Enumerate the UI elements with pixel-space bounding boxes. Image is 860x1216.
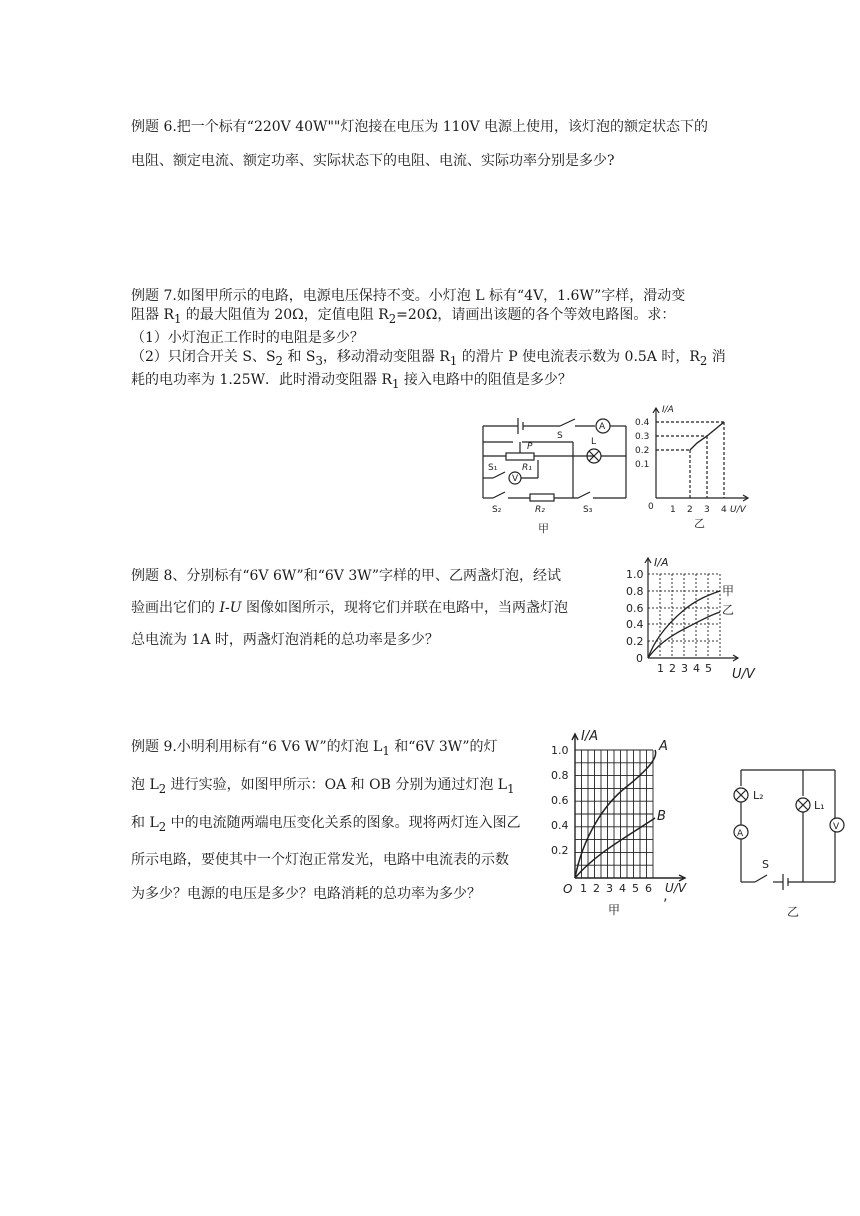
q7-sub: 1 bbox=[449, 353, 458, 368]
q8-graph-ytick: 0.4 bbox=[626, 618, 644, 631]
q9-text: 进行实验，如图甲所示：OA 和 OB 分别为通过灯泡 L bbox=[166, 776, 508, 793]
q9-graph-mark: ’ bbox=[663, 897, 668, 913]
q9-text: 中的电流随两端电压变化关系的图象。现将两灯连入图乙 bbox=[166, 814, 521, 831]
q7-text: 接入电路中的阻值是多少？ bbox=[399, 371, 572, 388]
q9-graph-xtick: 2 bbox=[593, 882, 600, 895]
q7-circuit-label-s1: S₁ bbox=[488, 463, 498, 473]
q8-text: 验画出它们的 bbox=[131, 600, 220, 616]
q7-graph-origin: 0 bbox=[648, 502, 654, 512]
q7-sub: 1 bbox=[174, 311, 182, 326]
q7-text: 的最大阻值为 20Ω，定值电阻 R bbox=[181, 307, 389, 323]
q9-circuit-label-v: V bbox=[833, 822, 840, 832]
q7-circuit-label-a: A bbox=[599, 422, 606, 432]
q6-line1: 例题 6.把一个标有“220V 40W""灯泡接在电压为 110V 电源上使用，该灯泡的额定状态下的 bbox=[131, 119, 709, 135]
q7-graph-ylabel: I/A bbox=[662, 405, 674, 415]
q7-circuit-label-p: P bbox=[527, 442, 533, 452]
q9-graph-xtick: 5 bbox=[632, 882, 639, 895]
q7-text: 消 bbox=[707, 348, 726, 365]
question-9 bbox=[131, 730, 541, 911]
q8-graph-xtick: 3 bbox=[681, 662, 688, 675]
q7-text: （2）只闭合开关 S、S bbox=[131, 348, 276, 365]
q7-sub: 1 bbox=[392, 376, 400, 391]
q9-text: 例题 9.小明利用标有“6 V6 W”的灯泡 L bbox=[131, 739, 383, 755]
q8-iu-graph bbox=[620, 552, 765, 682]
q7-text: ，移动滑动变阻器 R bbox=[322, 348, 450, 365]
q7-circuit-label-r1: R₁ bbox=[522, 463, 532, 473]
q9-iu-graph bbox=[545, 726, 705, 921]
q9-line5: 为多少？电源的电压是多少？电路消耗的总功率为多少？ bbox=[131, 886, 481, 903]
q9-line3 bbox=[131, 806, 541, 844]
q7-sub: 2 bbox=[388, 311, 397, 326]
q8-line1: 例题 8、分别标有“6V 6W”和“6V 3W”字样的甲、乙两盏灯泡，经试 bbox=[131, 568, 562, 584]
q9-graph-ylabel: I/A bbox=[581, 729, 599, 744]
q8-iu-label: I-U bbox=[219, 600, 242, 616]
q8-graph-ytick: 1.0 bbox=[626, 568, 644, 581]
question-6 bbox=[131, 110, 731, 178]
q9-line2 bbox=[131, 768, 541, 806]
q9-graph-xtick: 6 bbox=[645, 882, 652, 895]
q7-line1: 例题 7.如图甲所示的电路，电源电压保持不变。小灯泡 L 标有“4V，1.6W”字样，滑动变 bbox=[131, 288, 686, 304]
q7-sub: 2 bbox=[699, 353, 708, 368]
q7-circuit-label-r2: R₂ bbox=[535, 505, 545, 515]
q8-graph-ytick: 0.6 bbox=[626, 602, 644, 615]
q9-graph-xlabel: U/V bbox=[665, 881, 687, 895]
q8-graph-ytick: 0 bbox=[636, 652, 643, 665]
q7-text: =20Ω，请画出该题的各个等效电路图。求： bbox=[396, 307, 676, 323]
q9-circuit-label-s: S bbox=[762, 858, 769, 871]
q7-line2 bbox=[131, 306, 731, 329]
q7-sub: 3 bbox=[315, 353, 323, 368]
q9-circuit-diagram bbox=[725, 728, 855, 923]
q7-graph-ytick: 0.1 bbox=[635, 460, 650, 470]
q7-circuit-label-s: S bbox=[557, 431, 563, 441]
q9-graph-xtick: 3 bbox=[606, 882, 613, 895]
q7-line4 bbox=[131, 348, 731, 371]
q7-graph-caption: 乙 bbox=[694, 517, 705, 530]
q7-circuit-caption: 甲 bbox=[538, 522, 549, 535]
q7-text: 的滑片 P 使电流表示数为 0.5A 时，R bbox=[457, 348, 700, 365]
q7-circuit-label-s2: S₂ bbox=[492, 505, 502, 515]
q9-circuit-label-l2: L₂ bbox=[753, 789, 764, 802]
q7-text: 耗的电功率为 1.25W．此时滑动变阻器 R bbox=[131, 371, 393, 388]
q7-graph-ytick: 0.3 bbox=[635, 432, 650, 442]
q8-text: 图像如图所示，现将它们并联在电路中，当两盏灯泡 bbox=[241, 600, 568, 616]
q9-graph-series-a: A bbox=[659, 739, 668, 754]
q9-circuit-label-l1: L₁ bbox=[814, 799, 825, 812]
q7-line5 bbox=[131, 371, 731, 394]
q7-circuit-label-v: V bbox=[512, 474, 519, 484]
question-7 bbox=[131, 287, 731, 393]
q7-iu-graph bbox=[630, 400, 760, 532]
q7-line3: （1）小灯泡正工作时的电阻是多少？ bbox=[131, 329, 364, 346]
q7-graph-xtick: 3 bbox=[704, 505, 710, 515]
q9-sub: 2 bbox=[158, 781, 167, 796]
q9-line4: 所示电路，要使其中一个灯泡正常发光，电路中电流表的示数 bbox=[131, 852, 509, 869]
q9-graph-series-b: B bbox=[657, 809, 666, 824]
q8-line2 bbox=[131, 592, 611, 624]
q9-graph-ytick: 0.2 bbox=[551, 844, 569, 857]
q9-graph-ytick: 0.8 bbox=[551, 769, 569, 782]
q7-graph-xtick: 1 bbox=[670, 505, 676, 515]
q7-text: 阻器 R bbox=[131, 307, 174, 323]
q9-graph-ytick: 0.4 bbox=[551, 819, 569, 832]
q9-graph-origin: O bbox=[563, 882, 573, 896]
q9-sub: 1 bbox=[507, 781, 515, 796]
q8-graph-xtick: 5 bbox=[705, 662, 712, 675]
q9-graph-xtick: 1 bbox=[580, 882, 587, 895]
q8-graph-ytick: 0.2 bbox=[626, 635, 644, 648]
q9-circuit-label-a: A bbox=[737, 829, 744, 839]
q7-text: 和 S bbox=[282, 348, 316, 365]
q7-sub: 2 bbox=[275, 353, 283, 368]
q9-graph-caption: 甲 bbox=[608, 903, 621, 917]
q7-graph-ytick: 0.2 bbox=[635, 446, 650, 456]
q9-text: 泡 L bbox=[131, 776, 159, 793]
q8-graph-ylabel: I/A bbox=[654, 556, 669, 569]
q7-graph-ytick: 0.4 bbox=[635, 418, 650, 428]
q9-text: 和“6V 3W”的灯 bbox=[389, 739, 498, 755]
q8-graph-xtick: 1 bbox=[657, 662, 664, 675]
q8-graph-ytick: 0.8 bbox=[626, 585, 644, 598]
q9-text: 和 L bbox=[131, 814, 159, 831]
q7-graph-xtick: 2 bbox=[687, 505, 693, 515]
q9-graph-xtick: 4 bbox=[619, 882, 626, 895]
q8-graph-xlabel: U/V bbox=[732, 667, 755, 682]
q8-graph-series-label: 乙 bbox=[722, 603, 735, 617]
q8-graph-xtick: 4 bbox=[693, 662, 700, 675]
q6-line2: 电阻、额定电流、额定功率、实际状态下的电阻、电流、实际功率分别是多少? bbox=[131, 153, 615, 169]
q7-circuit-label-l: L bbox=[591, 437, 597, 447]
q7-graph-xlabel: U/V bbox=[730, 505, 746, 515]
q8-graph-xtick: 2 bbox=[669, 662, 676, 675]
q7-graph-xtick: 4 bbox=[721, 505, 727, 515]
q9-circuit-caption: 乙 bbox=[787, 905, 800, 919]
q9-line1 bbox=[131, 730, 541, 768]
q9-graph-ytick: 1.0 bbox=[551, 744, 569, 757]
q8-graph-series-label: 甲 bbox=[722, 584, 735, 598]
q9-sub: 1 bbox=[382, 743, 390, 758]
q8-line3: 总电流为 1A 时，两盏灯泡消耗的总功率是多少？ bbox=[131, 632, 439, 648]
q7-circuit-label-s3: S₃ bbox=[583, 505, 593, 515]
q7-circuit-diagram bbox=[478, 406, 634, 536]
question-8 bbox=[131, 560, 611, 656]
q9-graph-ytick: 0.6 bbox=[551, 794, 569, 807]
q9-sub: 2 bbox=[158, 819, 167, 834]
